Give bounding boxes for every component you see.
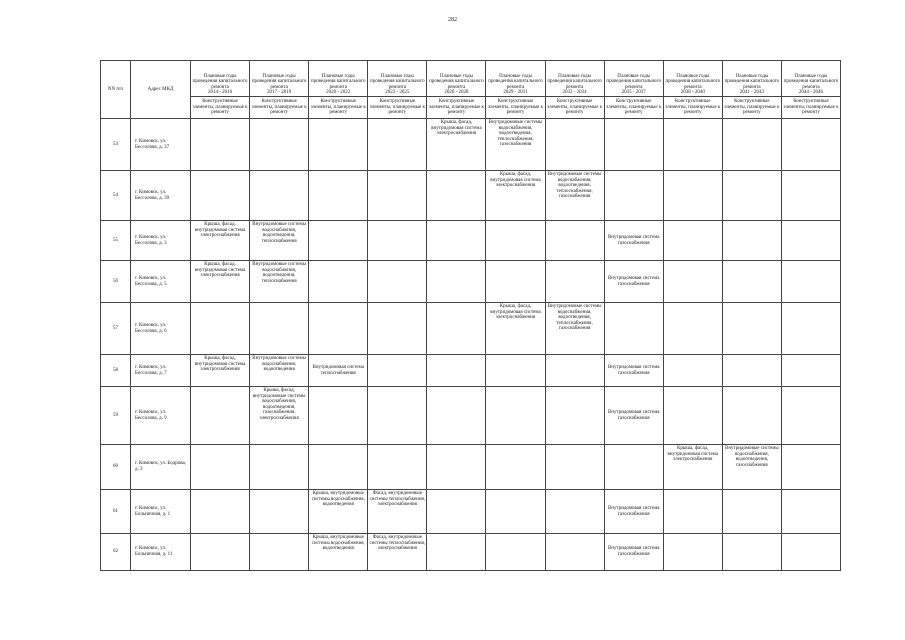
elements-cell: Крыша, фасад, внутридомовые системы водоснабжения, водоотведения, газоснабжения, электроснабжения	[250, 387, 309, 445]
elements-cell: Крыша, фасад, внутридомовая система электроснабжения	[486, 303, 545, 355]
elements-cell	[368, 261, 427, 303]
elements-cell	[309, 221, 368, 261]
elements-cell: Внутридомовая система газоснабжения	[604, 490, 663, 534]
elements-cell	[191, 387, 250, 445]
elements-cell	[191, 171, 250, 221]
row-address: г. Кимовск, ул. Бессолова, д. 37	[131, 119, 191, 171]
elements-cell: Фасад, внутридомовые системы теплоснабжения, электроснабжения	[368, 534, 427, 571]
header-period	[191, 61, 250, 97]
elements-cell	[309, 171, 368, 221]
header-elements: Конструктивные элементы, планируемые к ремонту	[368, 97, 427, 119]
elements-cell	[309, 303, 368, 355]
elements-cell	[427, 261, 486, 303]
elements-cell	[781, 355, 840, 387]
elements-cell: Внутридомовые системы водоснабжения, водоотведения, теплоснабжения	[250, 221, 309, 261]
header-period-years: 2041 - 2043	[739, 90, 764, 96]
elements-cell: Крыша, фасад, внутридомовая система электроснабжения	[191, 221, 250, 261]
elements-cell	[781, 534, 840, 571]
row-address: г. Кимовск, ул. Больничная, д. 11	[131, 534, 191, 571]
header-elements: Конструктивные элементы, планируемые к ремонту	[781, 97, 840, 119]
header-period	[486, 61, 545, 97]
elements-cell: Внутридомовые системы водоснабжения, водоотведения, теплоснабжения, газоснабжения	[486, 119, 545, 171]
row-address: г. Кимовск, ул. Бессолова, д. 39	[131, 171, 191, 221]
row-number: 61	[101, 490, 131, 534]
elements-cell	[368, 119, 427, 171]
header-period-years: 2032 - 2034	[562, 90, 587, 96]
elements-cell: Внутридомовая система газоснабжения	[604, 355, 663, 387]
elements-cell	[722, 355, 781, 387]
elements-cell	[486, 534, 545, 571]
page-number: 282	[448, 17, 457, 23]
elements-cell: Крыша, фасад, внутридомовая система электроснабжения	[191, 355, 250, 387]
header-period	[663, 61, 722, 97]
elements-cell: Внутридомовые системы водоснабжения, водоотведения, газоснабжения	[722, 445, 781, 490]
row-number: 54	[101, 171, 131, 221]
header-period-title: Плановые годы проведения капитального ремонта	[606, 73, 661, 90]
elements-cell	[545, 445, 604, 490]
header-period	[722, 61, 781, 97]
elements-cell	[309, 387, 368, 445]
elements-cell	[427, 303, 486, 355]
elements-cell	[191, 445, 250, 490]
elements-cell	[604, 119, 663, 171]
elements-cell	[722, 261, 781, 303]
elements-cell	[781, 387, 840, 445]
table-row	[101, 261, 841, 303]
header-period-title: Плановые годы проведения капитального ремонта	[724, 73, 780, 90]
elements-cell	[191, 490, 250, 534]
elements-cell: Крыша, фасад, внутридомовая система электроснабжения	[663, 445, 722, 490]
header-period-years: 2014 - 2016	[207, 90, 233, 96]
elements-cell	[427, 490, 486, 534]
elements-cell	[250, 119, 309, 171]
header-period-title: Плановые годы проведения капитального ремонта	[783, 73, 839, 90]
elements-cell	[722, 387, 781, 445]
elements-cell	[663, 387, 722, 445]
elements-cell	[722, 171, 781, 221]
row-number: 58	[101, 355, 131, 387]
elements-cell: Внутридомовые системы водоснабжения, водоотведения, теплоснабжения, газоснабжения	[545, 171, 604, 221]
elements-cell	[781, 490, 840, 534]
row-number: 59	[101, 387, 131, 445]
elements-cell	[427, 221, 486, 261]
table-row	[101, 490, 841, 534]
row-number: 60	[101, 445, 131, 490]
elements-cell	[486, 261, 545, 303]
elements-cell	[368, 303, 427, 355]
elements-cell: Внутридомовая система газоснабжения	[604, 261, 663, 303]
elements-cell	[781, 261, 840, 303]
header-elements: Конструктивные элементы, планируемые к ремонту	[427, 97, 486, 119]
elements-cell	[191, 119, 250, 171]
elements-cell	[191, 303, 250, 355]
elements-cell: Крыша, фасад, внутридомовая система электроснабжения	[486, 171, 545, 221]
elements-cell	[486, 355, 545, 387]
elements-cell	[604, 445, 663, 490]
elements-cell	[545, 355, 604, 387]
row-address: г. Кимовск, ул. Бессолова, д. 6	[131, 303, 191, 355]
header-period	[250, 61, 309, 97]
elements-cell	[663, 119, 722, 171]
header-period-title: Плановые годы проведения капитального ремонта	[488, 73, 543, 90]
elements-cell: Крыша, внутридомовые системы водоснабжения, водоотведения	[309, 534, 368, 571]
elements-cell	[368, 445, 427, 490]
elements-cell	[250, 490, 309, 534]
table-row	[101, 355, 841, 387]
row-address: г. Кимовск, ул. Больничная, д. 1	[131, 490, 191, 534]
elements-cell: Внутридомовые системы водоснабжения, водоотведения, теплоснабжения	[250, 261, 309, 303]
table-row	[101, 221, 841, 261]
row-address: г. Кимовск, ул. Бодрова, д. 3	[131, 445, 191, 490]
elements-cell	[722, 119, 781, 171]
elements-cell	[722, 221, 781, 261]
elements-cell	[368, 387, 427, 445]
row-address: г. Кимовск, ул. Бессолова, д. 3	[131, 221, 191, 261]
elements-cell: Внутридомовые системы водоснабжения, водоотведения	[250, 355, 309, 387]
elements-cell	[250, 171, 309, 221]
row-address: г. Кимовск, ул. Бессолова, д. 5	[131, 261, 191, 303]
table-row	[101, 445, 841, 490]
elements-cell: Внутридомовые системы водоснабжения, водоотведения, теплоснабжения, газоснабжения	[545, 303, 604, 355]
header-elements: Конструктивные элементы, планируемые к ремонту	[250, 97, 309, 119]
header-period	[604, 61, 663, 97]
elements-cell: Фасад, внутридомовые системы теплоснабжения, электроснабжения	[368, 490, 427, 534]
elements-cell	[368, 221, 427, 261]
header-period-title: Плановые годы проведения капитального ремонта	[665, 73, 721, 90]
row-number: 55	[101, 221, 131, 261]
header-period-years: 2044 - 2046	[798, 90, 824, 96]
elements-cell	[368, 171, 427, 221]
header-period-years: 2026 - 2028	[444, 90, 469, 96]
elements-cell	[309, 261, 368, 303]
header-elements: Конструктивные элементы, планируемые к ремонту	[191, 97, 250, 119]
elements-cell	[250, 534, 309, 571]
elements-cell: Внутридомовая система газоснабжения	[604, 387, 663, 445]
elements-cell	[368, 355, 427, 387]
elements-cell	[663, 171, 722, 221]
table-row	[101, 387, 841, 445]
elements-cell	[781, 303, 840, 355]
elements-cell	[486, 387, 545, 445]
header-elements: Конструктивные элементы, планируемые к ремонту	[722, 97, 781, 119]
header-elements: Конструктивные элементы, планируемые к ремонту	[663, 97, 722, 119]
elements-cell	[663, 221, 722, 261]
elements-cell	[781, 171, 840, 221]
header-address: Адрес МКД	[131, 61, 191, 119]
elements-cell	[486, 490, 545, 534]
header-period	[309, 61, 368, 97]
elements-cell	[250, 303, 309, 355]
header-period	[781, 61, 840, 97]
elements-cell	[309, 119, 368, 171]
elements-cell	[663, 261, 722, 303]
elements-cell	[663, 534, 722, 571]
header-elements: Конструктивные элементы, планируемые к ремонту	[486, 97, 545, 119]
elements-cell	[191, 534, 250, 571]
header-period-years: 2020 - 2022	[326, 90, 351, 96]
header-period	[368, 61, 427, 97]
elements-cell	[663, 355, 722, 387]
table-row	[101, 534, 841, 571]
header-period-years: 2023 - 2025	[385, 90, 410, 96]
header-elements: Конструктивные элементы, планируемые к ремонту	[604, 97, 663, 119]
elements-cell	[309, 445, 368, 490]
table-row	[101, 303, 841, 355]
elements-cell	[545, 119, 604, 171]
row-address: г. Кимовск, ул. Бессолова, д. 9	[131, 387, 191, 445]
header-period	[545, 61, 604, 97]
header-period-title: Плановые годы проведения капитального ремонта	[251, 73, 307, 90]
elements-cell	[722, 490, 781, 534]
elements-cell	[427, 355, 486, 387]
header-elements: Конструктивные элементы, планируемые к ремонту	[309, 97, 368, 119]
row-number: 62	[101, 534, 131, 571]
elements-cell	[545, 534, 604, 571]
elements-cell	[545, 261, 604, 303]
header-period-title: Плановые годы проведения капитального ремонта	[370, 73, 425, 90]
header-period-title: Плановые годы проведения капитального ремонта	[547, 73, 602, 90]
elements-cell	[545, 221, 604, 261]
elements-cell: Внутридомовая система газоснабжения	[604, 221, 663, 261]
elements-cell: Крыша, фасад, внутридомовая система электроснабжения	[191, 261, 250, 303]
elements-cell	[427, 445, 486, 490]
header-period-years: 2038 - 2040	[680, 90, 705, 96]
header-period-title: Плановые годы проведения капитального ремонта	[429, 73, 484, 90]
header-period-years: 2017 - 2019	[267, 90, 292, 96]
elements-cell: Крыша, фасад, внутридомовая система электроснабжения	[427, 119, 486, 171]
table-row	[101, 119, 841, 171]
elements-cell: Внутридомовая система газоснабжения	[604, 534, 663, 571]
elements-cell	[604, 303, 663, 355]
elements-cell	[722, 534, 781, 571]
elements-cell	[545, 387, 604, 445]
header-elements: Конструктивные элементы, планируемые к ремонту	[545, 97, 604, 119]
elements-cell	[250, 445, 309, 490]
elements-cell	[486, 445, 545, 490]
header-period-years: 2035 - 2037	[621, 90, 646, 96]
row-number: 57	[101, 303, 131, 355]
elements-cell	[781, 119, 840, 171]
row-address: г. Кимовск, ул. Бессолова, д. 7	[131, 355, 191, 387]
header-period-title: Плановые годы проведения капитального ремонта	[310, 73, 366, 90]
header-period	[427, 61, 486, 97]
elements-cell	[486, 221, 545, 261]
elements-cell	[781, 445, 840, 490]
elements-cell	[663, 490, 722, 534]
elements-cell	[781, 221, 840, 261]
header-period-title: Плановые годы проведения капитального ремонта	[192, 73, 248, 90]
elements-cell	[663, 303, 722, 355]
elements-cell	[427, 171, 486, 221]
header-period-years: 2029 - 2031	[503, 90, 528, 96]
elements-cell	[722, 303, 781, 355]
row-number: 56	[101, 261, 131, 303]
elements-cell	[545, 490, 604, 534]
elements-cell: Крыша, внутридомовые системы водоснабжения, водоотведения	[309, 490, 368, 534]
elements-cell	[604, 171, 663, 221]
header-num: NN п/п	[101, 61, 131, 119]
elements-cell	[427, 387, 486, 445]
repair-schedule-table	[100, 60, 841, 571]
row-number: 53	[101, 119, 131, 171]
elements-cell: Внутридомовая система теплоснабжения	[309, 355, 368, 387]
elements-cell	[427, 534, 486, 571]
table-row	[101, 171, 841, 221]
